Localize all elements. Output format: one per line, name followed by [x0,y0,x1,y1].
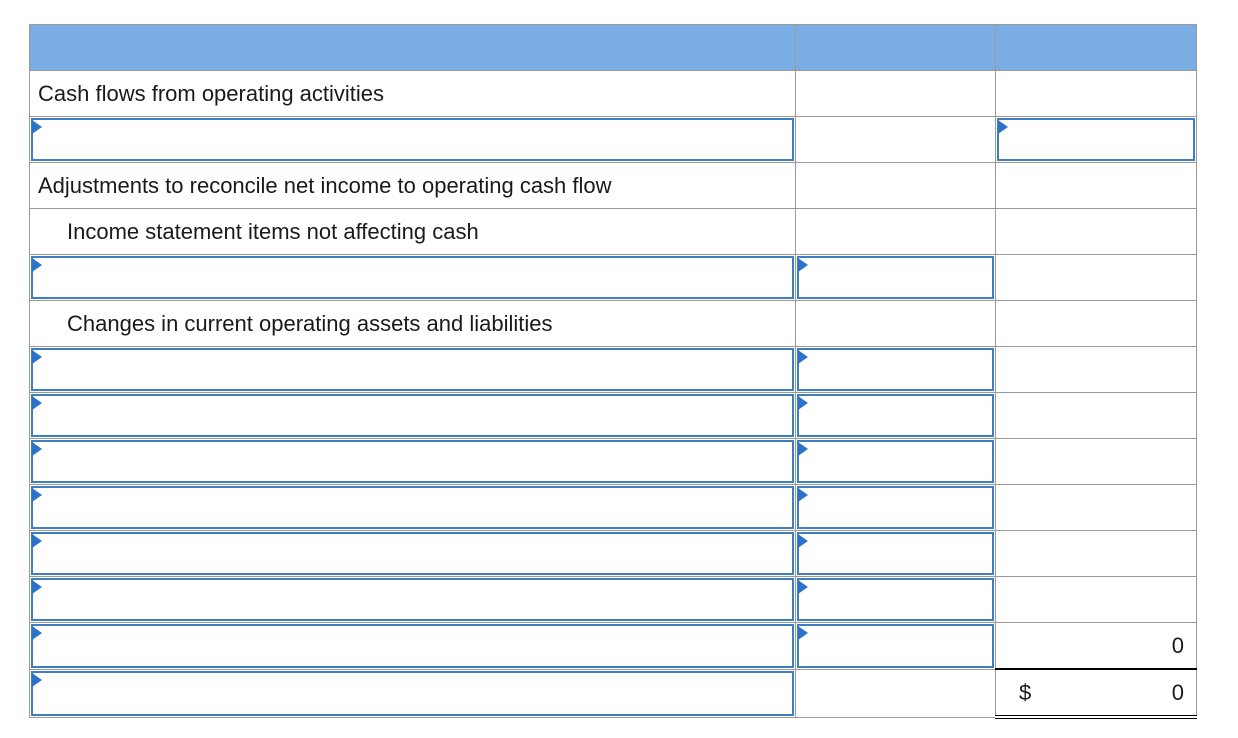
header-row [30,25,1197,71]
dropdown-triangle-icon[interactable] [32,442,42,456]
empty-cell [996,163,1197,209]
dropdown-triangle-icon[interactable] [32,673,42,687]
header-cell-total [996,25,1197,71]
dropdown-triangle-icon[interactable] [798,534,808,548]
dropdown-triangle-icon[interactable] [32,626,42,640]
change-label-input[interactable] [30,393,796,439]
empty-cell [796,117,996,163]
net-income-label-input[interactable] [30,117,796,163]
empty-cell [996,255,1197,301]
change-amount-input[interactable] [796,393,996,439]
total-value: 0 [1171,679,1184,705]
total-label-input[interactable] [30,669,796,717]
dropdown-triangle-icon[interactable] [998,120,1008,134]
change-label-input[interactable] [30,485,796,531]
currency-symbol: $ [1019,679,1032,705]
change-label-input[interactable] [30,347,796,393]
dropdown-triangle-icon[interactable] [798,350,808,364]
empty-cell [996,393,1197,439]
header-cell-amount [796,25,996,71]
empty-cell [796,669,996,717]
dropdown-triangle-icon[interactable] [798,488,808,502]
change-input-row [30,485,1197,531]
adjustment-amount-input[interactable] [796,255,996,301]
cash-flow-worksheet [29,24,1197,719]
empty-cell [996,209,1197,255]
empty-cell [996,577,1197,623]
dropdown-triangle-icon[interactable] [32,534,42,548]
total-value-cell [996,669,1197,717]
net-income-amount-input[interactable] [996,117,1197,163]
change-input-row [30,439,1197,485]
empty-cell [796,209,996,255]
dropdown-triangle-icon[interactable] [32,488,42,502]
subtotal-amount-input[interactable] [796,623,996,670]
change-label-input[interactable] [30,439,796,485]
subtotal-row [30,623,1197,670]
dropdown-triangle-icon[interactable] [32,580,42,594]
income-statement-items-heading: Income statement items not affecting cash [67,218,479,244]
change-amount-input[interactable] [796,577,996,623]
current-changes-heading: Changes in current operating assets and liabilities [67,310,553,336]
subtotal-value-cell [996,623,1197,670]
operating-heading-row [30,71,1197,117]
dropdown-triangle-icon[interactable] [32,350,42,364]
dropdown-triangle-icon[interactable] [798,580,808,594]
change-amount-input[interactable] [796,439,996,485]
dropdown-triangle-icon[interactable] [798,396,808,410]
adjustments-heading-row [30,163,1197,209]
change-input-row [30,393,1197,439]
change-amount-input[interactable] [796,485,996,531]
dropdown-triangle-icon[interactable] [798,626,808,640]
change-input-row [30,531,1197,577]
total-row [30,669,1197,717]
dropdown-triangle-icon[interactable] [798,258,808,272]
empty-cell [996,347,1197,393]
change-label-input[interactable] [30,531,796,577]
change-amount-input[interactable] [796,531,996,577]
operating-activities-heading: Cash flows from operating activities [38,80,385,106]
dropdown-triangle-icon[interactable] [32,120,42,134]
subtotal-label-input[interactable] [30,623,796,670]
adjustment-input-row [30,255,1197,301]
empty-cell [996,531,1197,577]
empty-cell [996,301,1197,347]
change-amount-input[interactable] [796,347,996,393]
adjustment-label-input[interactable] [30,255,796,301]
current-changes-row [30,301,1197,347]
change-label-input[interactable] [30,577,796,623]
empty-cell [996,439,1197,485]
dropdown-triangle-icon[interactable] [32,396,42,410]
adjustments-heading: Adjustments to reconcile net income to operating cash flow [38,172,612,198]
change-input-row [30,577,1197,623]
empty-cell [996,485,1197,531]
empty-cell [996,71,1197,117]
dropdown-triangle-icon[interactable] [798,442,808,456]
header-cell-description [30,25,796,71]
net-income-row [30,117,1197,163]
dropdown-triangle-icon[interactable] [32,258,42,272]
empty-cell [796,301,996,347]
change-input-row [30,347,1197,393]
subtotal-value: 0 [1171,632,1184,658]
empty-cell [796,71,996,117]
empty-cell [796,163,996,209]
income-statement-items-row [30,209,1197,255]
